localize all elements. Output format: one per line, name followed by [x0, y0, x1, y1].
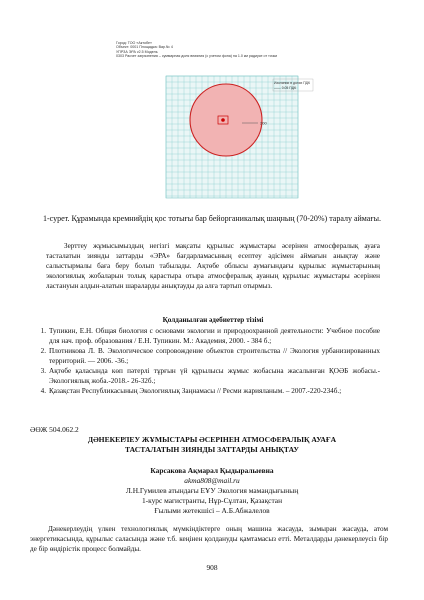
figure-header-line: УПРЗА ЭРА v2.5 Модель — [116, 49, 158, 54]
dispersion-map-figure — [108, 38, 320, 208]
reference-number: 1. — [40, 327, 46, 335]
dispersion-map — [108, 38, 320, 208]
references-list — [32, 326, 380, 396]
reference-item — [32, 366, 380, 386]
figure-header-line: 0303 Расчет загрязнения – суммарная доля влияния (с учетом фона) на 1.0 км радиусе от точки — [116, 53, 278, 58]
intro-paragraph-text: Дәнекерлеудің үлкен технологиялық мүмкіндіктерге оның машина жасауда, зымыран жасауда, атом энергетикасында, құрылыс саласында және т.б. кеңінен қолдануды қамтамасыз етті. Металдарды дәнекерлеусіз бір де бір өндірістік процесс болмайды. — [30, 525, 388, 553]
point-label: 200 — [260, 120, 267, 126]
emission-source — [221, 118, 225, 122]
figure-caption — [38, 213, 386, 224]
article-title-line: ДӘНЕКЕРЛЕУ ЖҰМЫСТАРЫ ӘСЕРІНЕН АТМОСФЕРАЛЫҚ АУАҒА — [87, 435, 337, 444]
reference-item — [32, 346, 380, 366]
author-supervisor: Ғылыми жетекшісі – А.Б.Абжалелов — [154, 506, 270, 515]
author-affiliation: Л.Н.Гумилев атындағы ЕҰУ Экология мамандығының — [125, 486, 299, 495]
figure-header-line: Город: ТОО «Актобе» — [116, 41, 152, 45]
udk-code: ӘӨЖ 504.062.2 — [30, 425, 79, 434]
legend-text: Изолинии в долях ПДК — [274, 81, 310, 85]
reference-text: Ақтөбе қаласында көп пәтерлі тұрғын үй құрылысы жұмыс жобасына жасалынған ҚОӘБ жобасы.-Экологиялық жоба.-2018.- 26-32б.; — [49, 367, 380, 385]
reference-item — [32, 326, 380, 346]
intro-paragraph — [30, 524, 388, 554]
legend-text: —— 0.05 ПДК — [274, 86, 296, 90]
reference-number: 3. — [40, 367, 46, 375]
page-number: 908 — [206, 563, 218, 572]
reference-item — [32, 386, 380, 396]
author-email: akma808@mail.ru — [184, 476, 240, 485]
author-name: Карсакова Ақмарал Қыдыралыевна — [150, 466, 274, 475]
reference-number: 4. — [40, 387, 46, 395]
reference-text: Тупикин, Е.Н. Общая биология с основами экологии и природоохранной деятельности: Учебное пособие для нач. проф. образования / Е.Н. Тупикин. М.: Академия, 2000. - 384 б.; — [49, 327, 380, 345]
body-paragraph-text: Зерттеу жұмысымыздың негізгі мақсаты құрылыс жұмыстары әсерінен атмосфералық ауаға тасталатын зиянды заттарды «ЭРА» бағдарламасының есептеу әдісімен аймағын анықтау және салыстырмалы баға беру болып табылады. Ақтөбе облысы аумағындағы құрылыс жұмыстарының экологиялық жобаларын толық қарастыра отыра атмосфералық ауаның құрылыс жұмыстары әсерінен ластануын алдын-алатын шараларды анықтауды да алға тартып отырмыз. — [46, 242, 380, 290]
references-title: Қолданылған әдебиеттер тізімі — [162, 316, 264, 324]
figure-header-line: Объект: 0001 Площадка: Вар.№ 4 — [116, 45, 173, 50]
reference-number: 2. — [40, 347, 46, 355]
author-block — [36, 466, 388, 516]
body-paragraph — [46, 241, 380, 291]
reference-text: Плотникова Л. В. Экологическое сопровождение объектов строительства // Экология урбанизированных территорий. — 2006. -36.; — [49, 347, 380, 365]
article-title-line: ТАСТАЛАТЫН ЗИЯНДЫ ЗАТТАРДЫ АНЫҚТАУ — [124, 445, 300, 454]
reference-text: Қазақстан Республикасының Экологиялық Заңнамасы // Ресми жарияланым. – 2007.-220-234б.; — [49, 387, 342, 395]
figure-caption-text: 1-сурет. Құрамында кремнийдің қос тотығы бар бейорганикалық шаңның (70-20%) таралу аймағы. — [43, 214, 381, 223]
dispersion-zone — [190, 84, 262, 156]
article-title — [36, 435, 388, 455]
author-affiliation: 1-курс магистранты, Нұр-Сұлтан, Қазақстан — [141, 496, 283, 505]
